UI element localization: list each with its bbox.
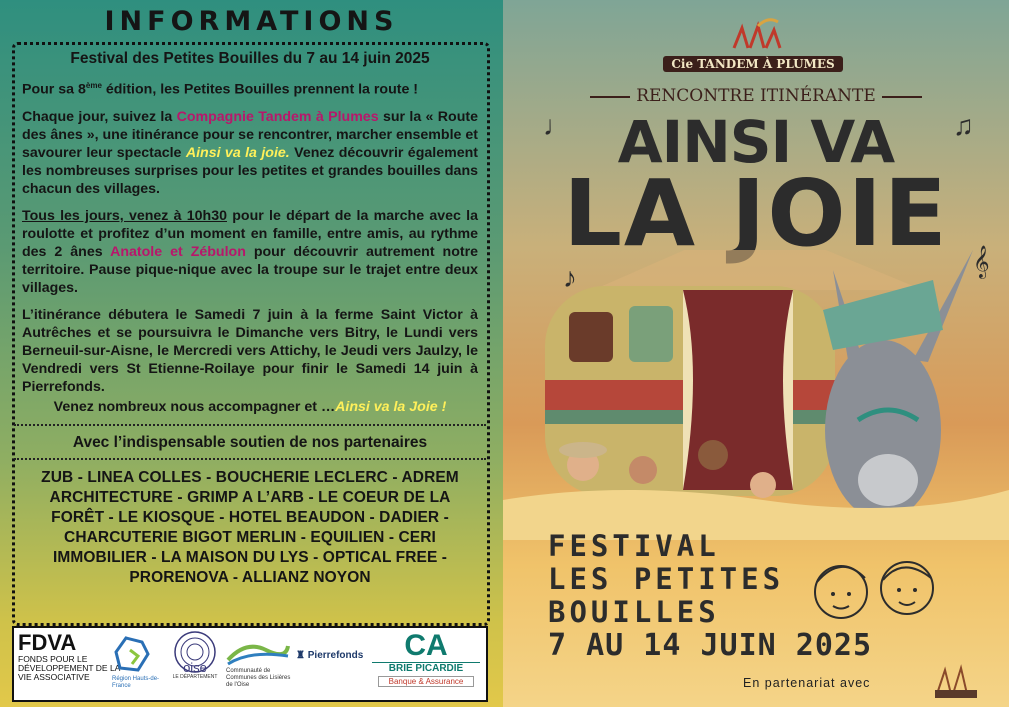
oise-label: oise	[183, 660, 207, 675]
fdva-label: FDVA	[18, 630, 77, 655]
subtitle-text: RENCONTRE ITINÉRANTE	[636, 86, 876, 106]
credit-agricole-logo	[372, 630, 480, 696]
children-faces-icon	[803, 548, 953, 628]
company-name: Compagnie Tandem à Plumes	[176, 108, 379, 125]
paragraph-itinerary: L’itinérance débutera le Samedi 7 juin à la ferme Saint Victor à Autrêches et se poursuivra le Dimanche vers Bitry, le Lundi vers Berneuil-sur-Aisne, le Mercredi vers Attichy, le Jeudi vers Jaulzy, le Vendredi vers St Etienne-Roilaye pour finir le Samedi 14 juin à Pierrefonds.	[22, 306, 478, 395]
divider	[14, 424, 486, 426]
music-note-icon: ♫	[953, 110, 974, 141]
cc-label: Communauté de Communes des Lisières de l'Oise	[226, 668, 291, 688]
poster-title-1: AINSI VA	[617, 108, 895, 176]
partner-small-logo-icon	[933, 660, 979, 700]
show-name: Ainsi va la joie.	[185, 144, 290, 161]
p3-text-b: pour découvrir autrement notre territoire. Pause pique-nique avec la troupe sur le trajet entre deux villages.	[22, 243, 479, 296]
paragraph-route	[22, 108, 478, 198]
p1-text-b: édition, les Petites Bouilles prennent la route !	[101, 81, 419, 98]
festival-dates: 7 AU 14 JUIN 2025	[548, 628, 873, 663]
partners-heading: Avec l’indispensable soutien de nos partenaires	[72, 433, 428, 451]
brie-label: BRIE PICARDIE	[372, 662, 480, 674]
p2-text-c: Venez découvrir également les nombreuses surprises pour les petites et grandes bouilles dans chacun des villages.	[22, 144, 478, 197]
pierrefonds-logo	[296, 650, 372, 661]
p2-text-a: Chaque jour, suivez la	[22, 108, 177, 125]
poster-subtitle	[503, 86, 1009, 106]
oise-sub: LE DÉPARTEMENT	[172, 674, 218, 680]
cc-logo	[226, 636, 296, 696]
p5-text: Venez nombreux nous accompagner et …	[53, 398, 336, 415]
poster	[503, 0, 1009, 707]
paragraph-invite	[22, 398, 478, 416]
poster-illustration	[503, 250, 1009, 540]
fdva-sub: FONDS POUR LE DÉVELOPPEMENT DE LA VIE ASSOCIATIVE	[18, 654, 120, 682]
feather-logo-icon	[728, 18, 784, 54]
festival-heading: Festival des Petites Bouilles du 7 au 14 juin 2025	[70, 50, 430, 67]
festival-line-1: FESTIVAL	[548, 529, 720, 563]
castle-icon: ♜	[296, 650, 305, 661]
p3-text-a: pour le départ de la marche avec la roulotte et profitez d’un moment en famille, entre amis, au rythme des 2 ânes	[22, 207, 478, 260]
partnership-text: En partenariat avec	[743, 676, 871, 690]
show-name-2: Ainsi va la Joie !	[335, 398, 447, 415]
sponsors-list: ZUB - LINEA COLLES - BOUCHERIE LECLERC - ADREM ARCHITECTURE - GRIMP A L’ARB - LE COEUR DE LA FORÊT - LE KIOSQUE - HOTEL BEAUDON - DADIER - CHARCUTERIE BIGOT MERLIN - EQUILIEN - CERI IMMOBILIER - LA MAISON DU LYS - OPTICAL FREE - PRORENOVA - ALLIANZ NOYON	[41, 468, 459, 586]
region-map-icon	[112, 636, 152, 674]
pierrefonds-label: Pierrefonds	[307, 650, 364, 661]
paragraph-edition	[22, 77, 478, 99]
daily-time: Tous les jours, venez à 10h30	[22, 207, 227, 224]
region-label: Région Hauts-de-France	[112, 676, 160, 689]
ca-label: CA	[404, 629, 448, 662]
music-note-icon: ♩	[543, 110, 571, 141]
banque-label: Banque & Assurance	[378, 676, 474, 687]
p2-text-b: sur la « Route des ânes », une itinérance pour se rencontrer, marcher ensemble et savourer leur spectacle	[22, 108, 478, 161]
oise-logo	[164, 630, 226, 696]
info-title: INFORMATIONS	[104, 6, 399, 37]
paragraph-daily	[22, 207, 478, 297]
donkey-names: Anatole et Zébulon	[110, 243, 246, 260]
poster-title-2: LA JOIE	[563, 160, 949, 267]
divider-2	[14, 458, 486, 460]
cc-landscape-icon	[226, 636, 290, 666]
treble-clef-icon: 𝄞	[973, 246, 990, 277]
partner-logos	[12, 626, 488, 702]
company-badge: Cie TANDEM À PLUMES	[663, 56, 843, 72]
festival-line-3: BOUILLES	[548, 595, 720, 629]
p1-text: Pour sa 8	[22, 81, 86, 98]
info-text	[22, 50, 478, 588]
music-note-icon: ♪	[563, 262, 577, 293]
info-panel	[0, 0, 503, 707]
festival-line-2: LES PETITES	[548, 562, 785, 596]
region-logo	[112, 636, 164, 694]
p1-sup: ème	[85, 81, 102, 90]
